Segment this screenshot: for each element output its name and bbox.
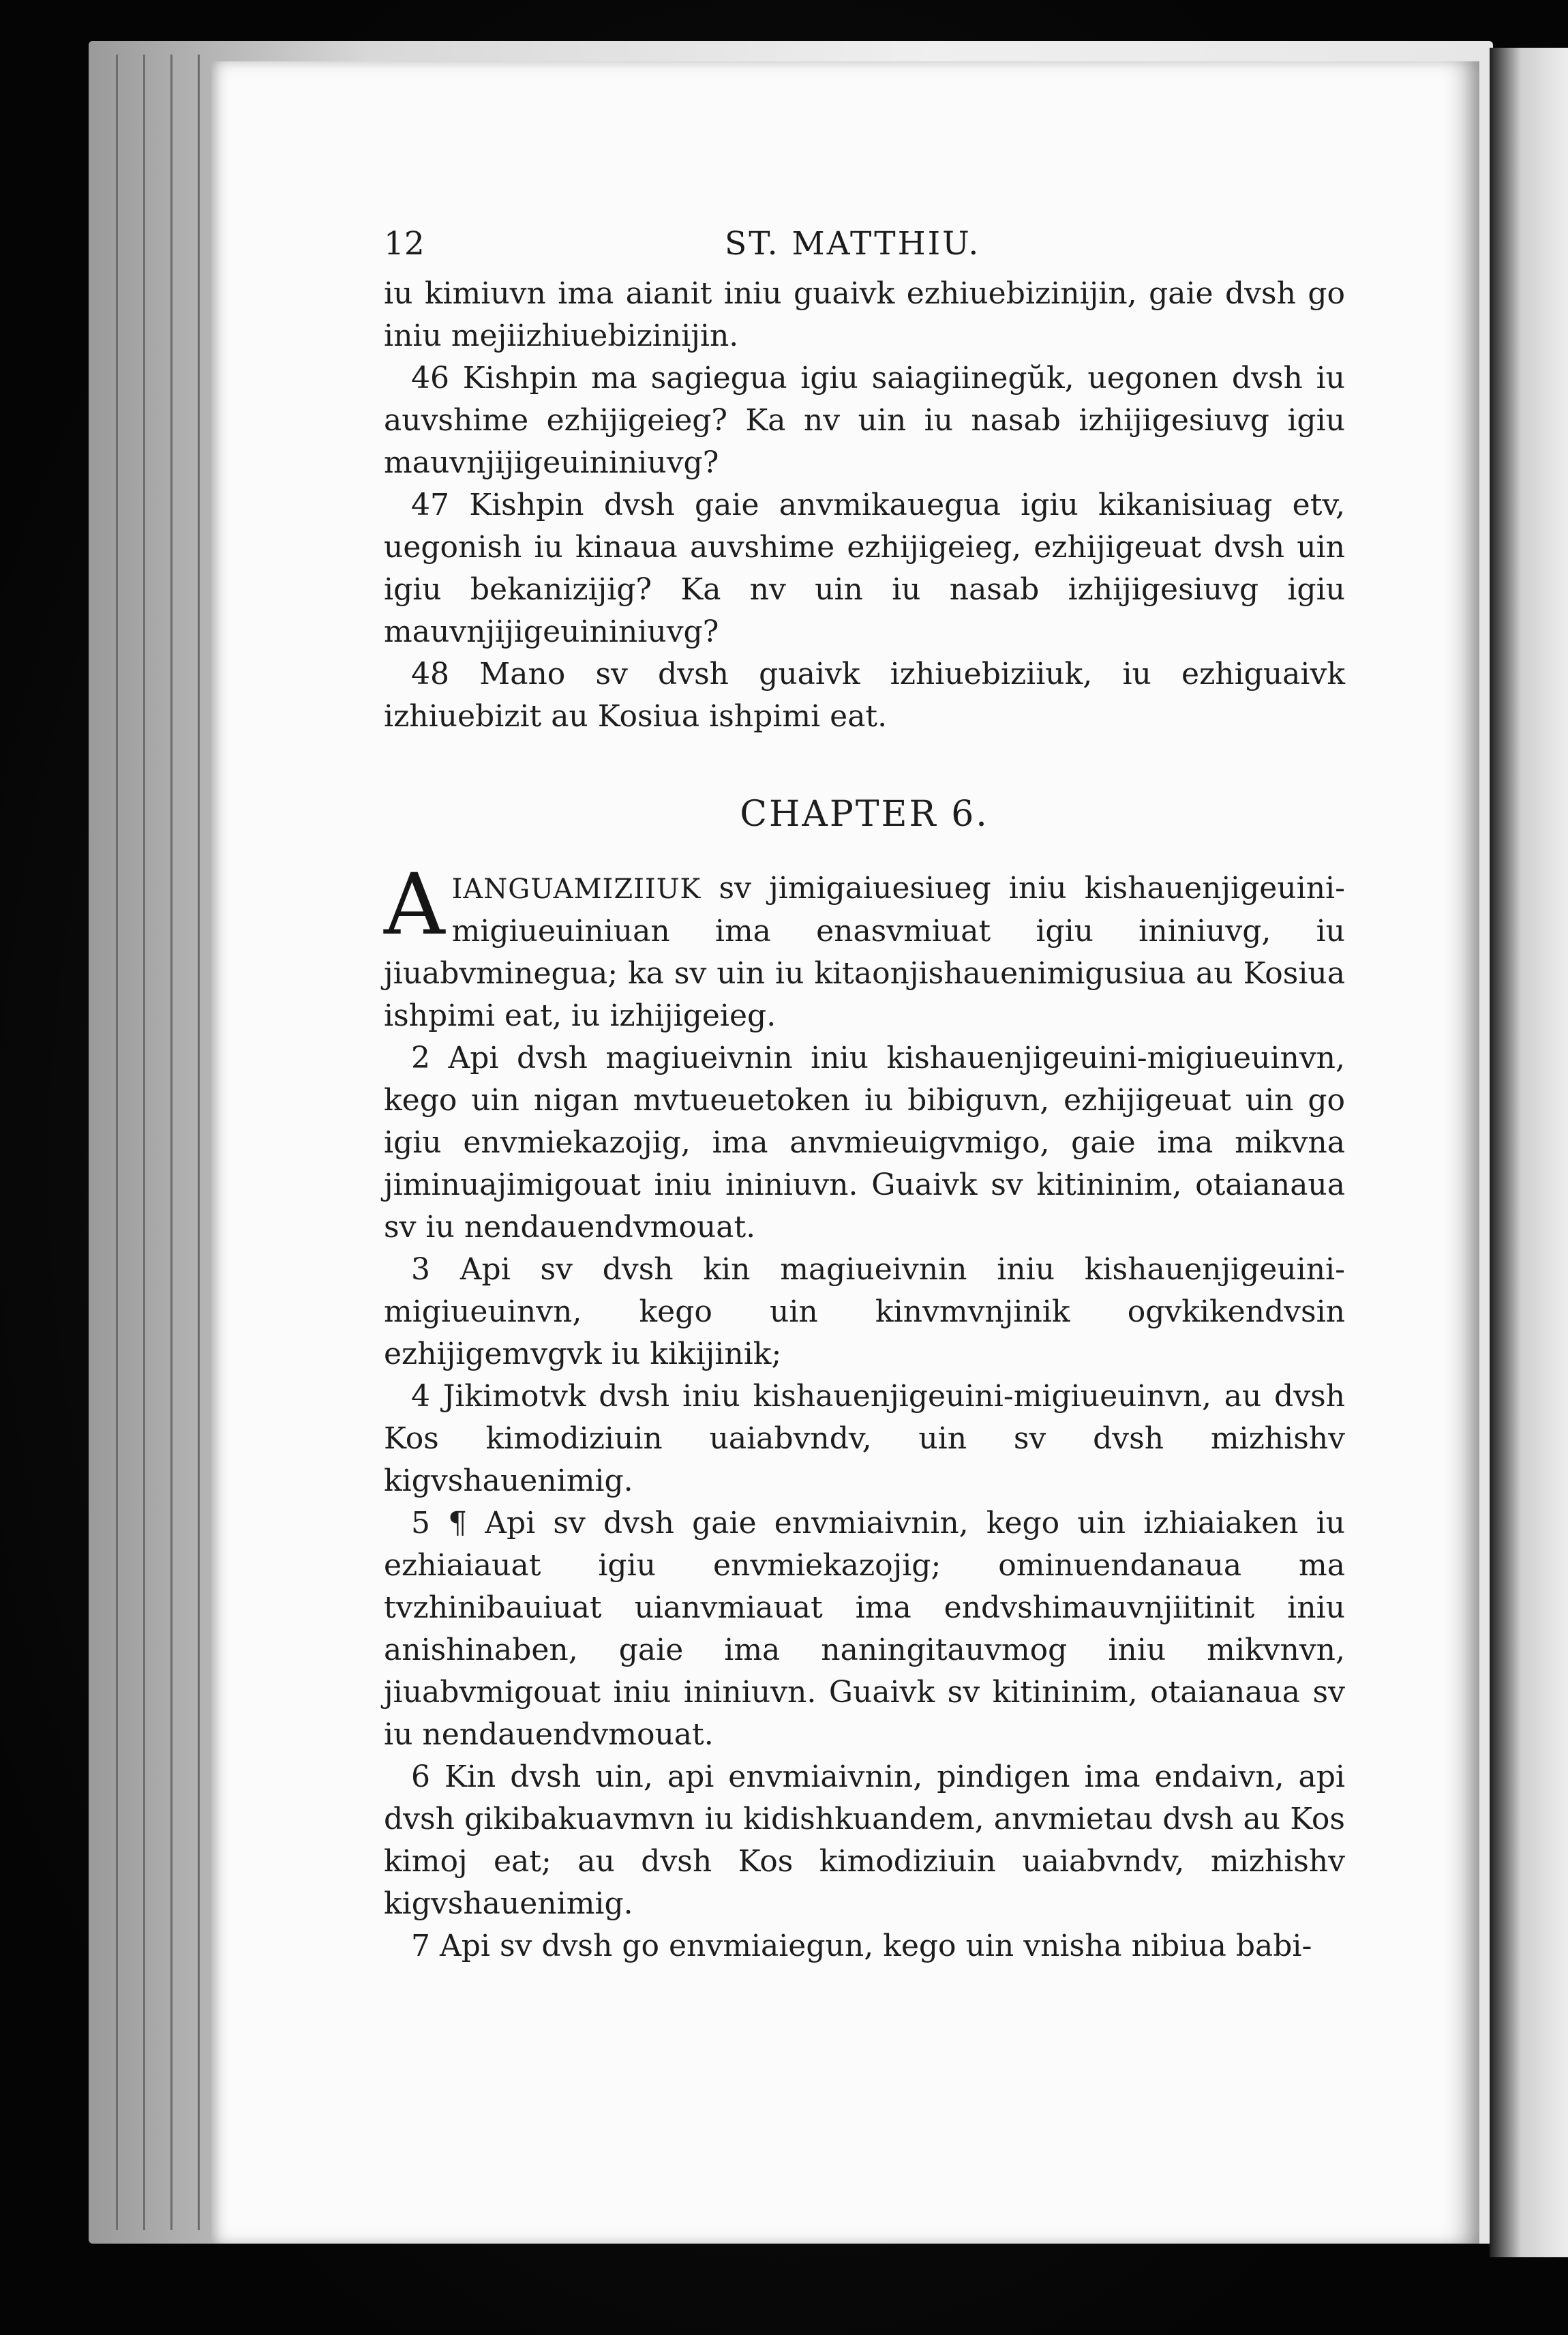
drop-cap: A bbox=[384, 856, 445, 954]
verse-48: 48 Mano sv dvsh guaivk izhiuebiziiuk, iu ezhiguaivk izhiuebizit au Kosiua ishpimi eat. bbox=[384, 657, 1345, 734]
verse-4: 4 Jikimotvk dvsh iniu kishauenjigeuini-migiueuinvn, au dvsh Kos kimodiziuin uaiabvndv, uin sv dvsh mizhishv kigvshauenimig. bbox=[384, 1379, 1345, 1498]
verse-1-text: sv jimigaiuesiueg iniu kishauenjigeuini-migiueuiniuan ima enasvmiuat igiu ininiuvg, iu jiuabvminegua; ka sv uin iu kitaonjishauenimigusiua au Kosiua ishpimi eat, iu izhijigeieg. bbox=[384, 871, 1345, 1033]
facing-page-edge bbox=[1490, 48, 1568, 2257]
verse-1-smallcaps: IANGUAMIZIIUK bbox=[451, 874, 702, 905]
verse-47: 47 Kishpin dvsh gaie anvmikauegua igiu kikanisiuag etv, uegonish iu kinaua auvshime ezhijigeieg, ezhijigeuat dvsh uin igiu bekanizijig? Ka nv uin iu nasab izhijigesiuvg igiu mauvnjijigeuininiuvg? bbox=[384, 488, 1345, 649]
chapter-heading: CHAPTER 6. bbox=[740, 794, 989, 835]
continued-verse: iu kimiuvn ima aianit iniu guaivk ezhiuebizinijin, gaie dvsh go iniu mejiizhiuebizinijin. bbox=[384, 276, 1345, 353]
verse-3: 3 Api sv dvsh kin magiueivnin iniu kishauenjigeuini-migiueuinvn, kego uin kinvmvnjinik ogvkikendvsin ezhijigemvgvk iu kikijinik; bbox=[384, 1252, 1345, 1371]
page-text-block bbox=[384, 225, 1345, 1967]
page-number: 12 bbox=[384, 225, 425, 263]
verse-6: 6 Kin dvsh uin, api envmiaivnin, pindigen ima endaivn, api dvsh gikibakuavmvn iu kidishkuandem, anvmietau dvsh au Kos kimoj eat; au dvsh Kos kimodiziuin uaiabvndv, mizhishv kigvshauenimig. bbox=[384, 1759, 1345, 1921]
page-edge-line bbox=[198, 55, 200, 2230]
page-edge-line bbox=[143, 55, 145, 2230]
verse-7: 7 Api sv dvsh go envmiaiegun, kego uin vnisha nibiua babi- bbox=[411, 1929, 1312, 1963]
verse-2: 2 Api dvsh magiueivnin iniu kishauenjigeuini-migiueuinvn, kego uin nigan mvtueuetoken iu bibiguvn, ezhijigeuat uin go igiu envmiekazojig, ima anvmieuigvmigo, gaie ima mikvna jiminuajimigouat iniu ininiuvn. Guaivk sv kitininim, otaianaua sv iu nendauendvmouat. bbox=[384, 1041, 1345, 1245]
page-edge-line bbox=[170, 55, 172, 2230]
page-edge-line bbox=[116, 55, 118, 2230]
running-header bbox=[384, 225, 1345, 273]
running-title: ST. MATTHIU. bbox=[725, 225, 981, 263]
verse-5: 5 ¶ Api sv dvsh gaie envmiaivnin, kego uin izhiaiaken iu ezhiaiauat igiu envmiekazojig; ominuendanaua ma tvzhinibauiuat uianvmiauat ima endvshimauvnjiitinit iniu anishinaben, gaie ima naningitauvmog iniu mikvnvn, jiuabvmigouat iniu ininiuvn. Guaivk sv kitininim, otaianaua sv iu nendauendvmouat. bbox=[384, 1506, 1345, 1752]
verse-46: 46 Kishpin ma sagiegua igiu saiagiinegŭk, uegonen dvsh iu auvshime ezhijigeieg? Ka nv uin iu nasab izhijigesiuvg igiu mauvnjijigeuininiuvg? bbox=[384, 361, 1345, 480]
verse-1 bbox=[384, 856, 1345, 1037]
